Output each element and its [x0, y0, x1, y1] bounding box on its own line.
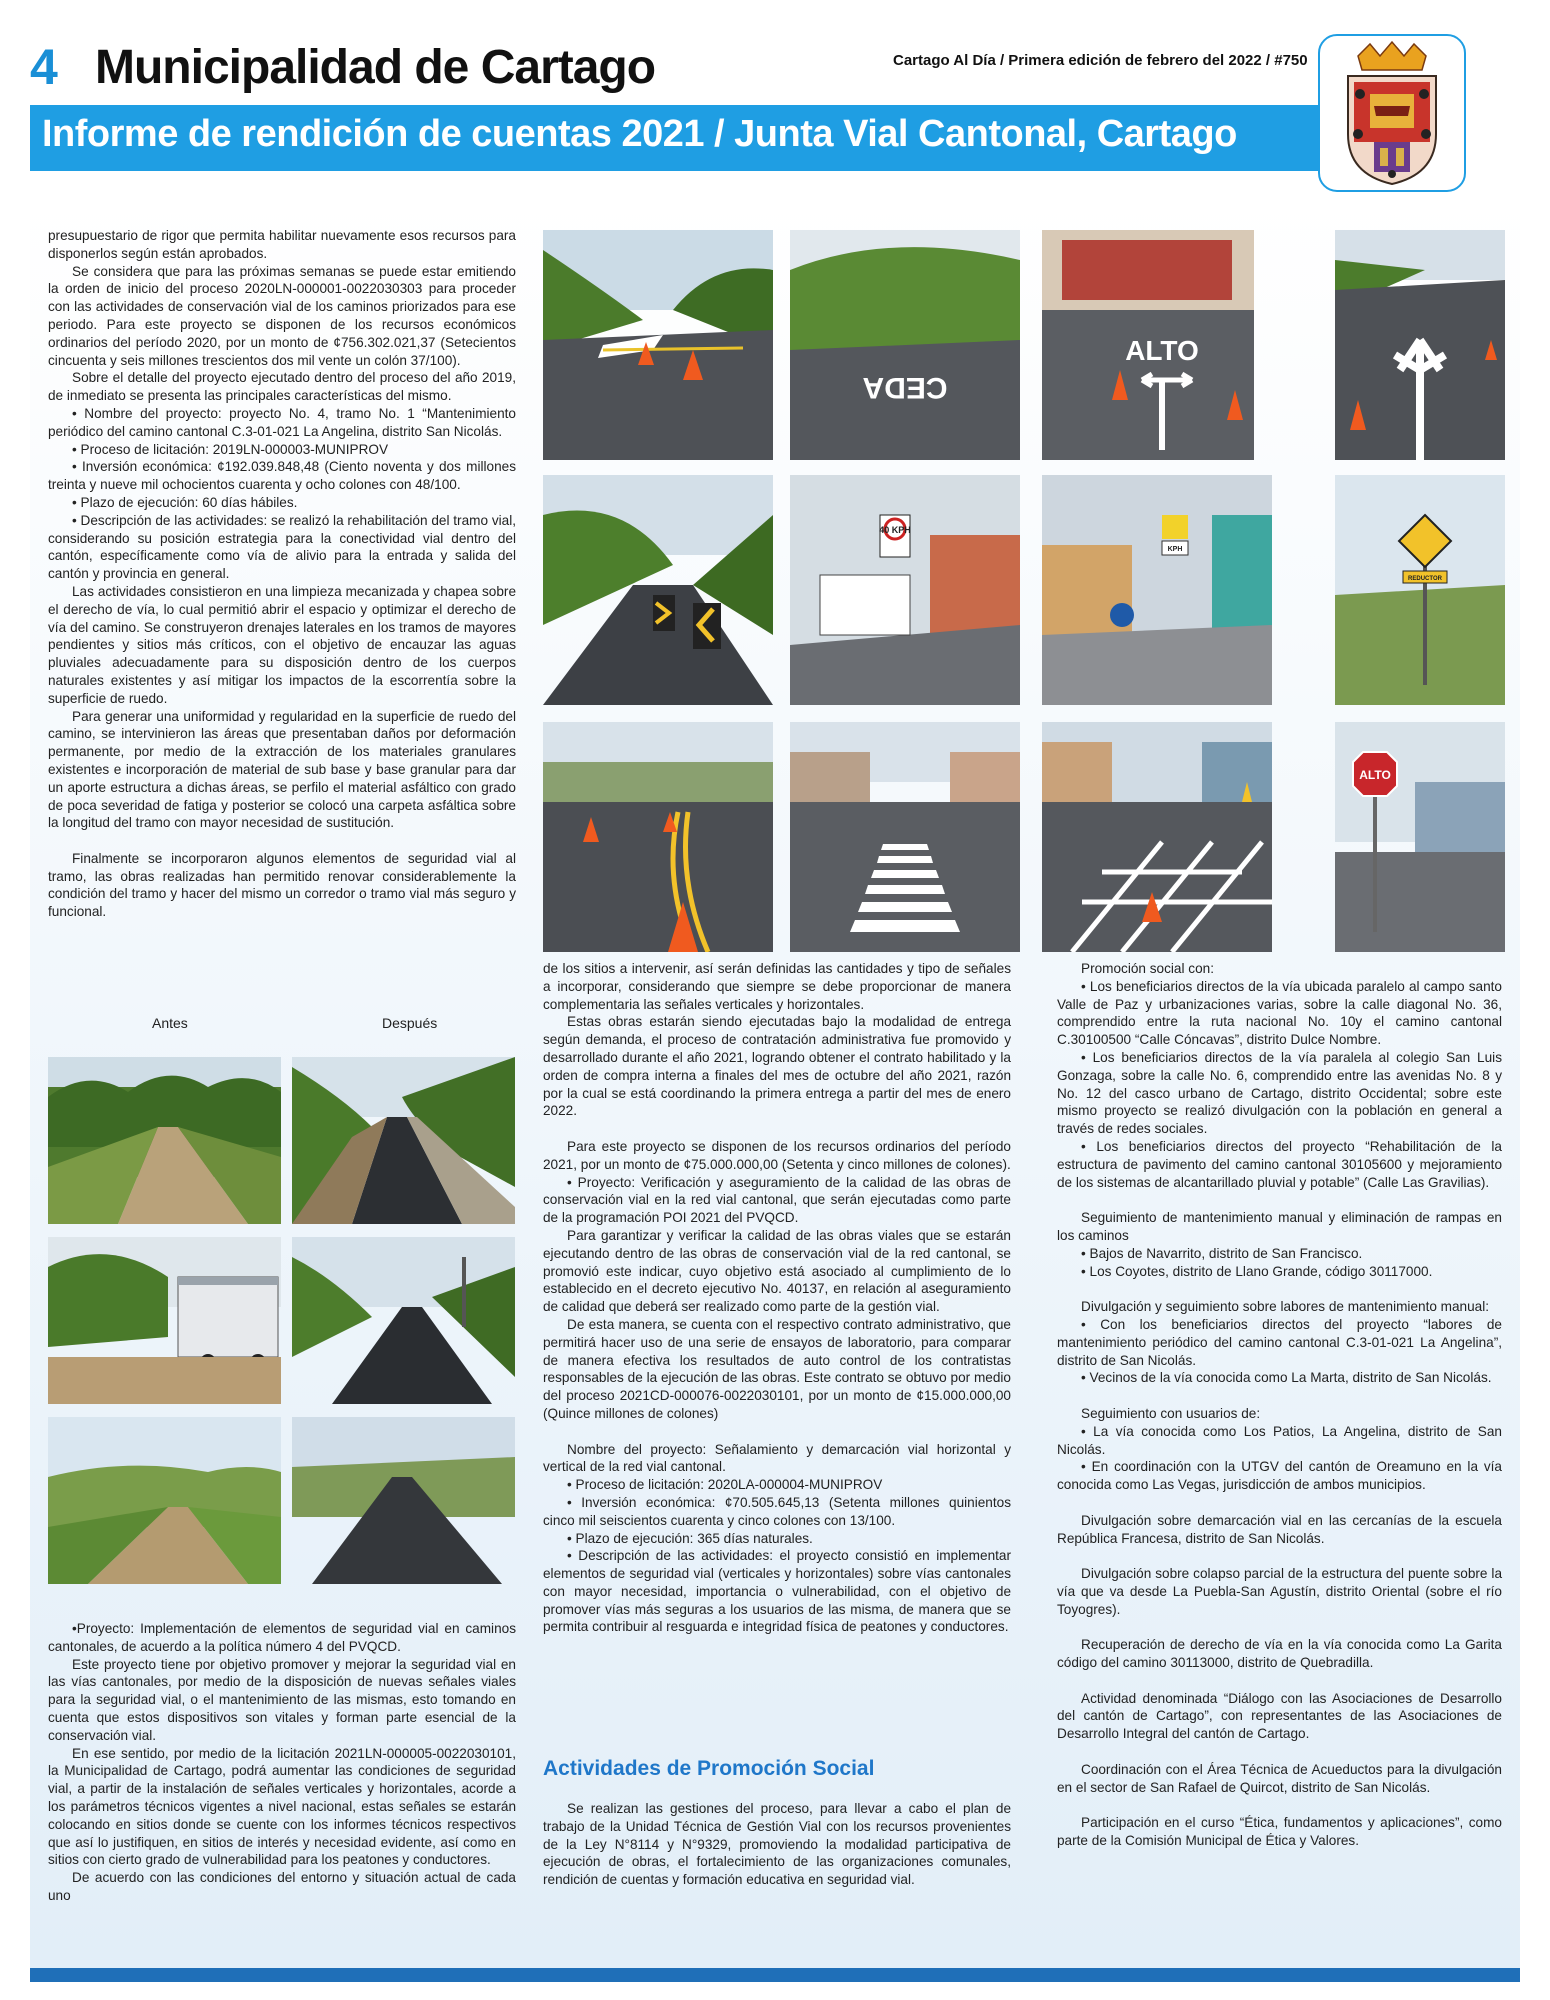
column-1-bottom-text	[48, 1620, 516, 1905]
paragraph: Nombre del proyecto: Señalamiento y demarcación vial horizontal y vertical de la red vial cantonal.	[543, 1441, 1011, 1475]
paragraph: Seguimiento con usuarios de:	[1081, 1405, 1261, 1421]
paragraph: Coordinación con el Área Técnica de Acueductos para la divulgación en el sector de San Rafael de Quircot, distrito de San Nicolás.	[1057, 1761, 1502, 1795]
bullet-item: • Los Coyotes, distrito de Llano Grande, código 30117000.	[1081, 1263, 1433, 1279]
photo-after-3	[292, 1417, 515, 1584]
bullet-item: • Plazo de ejecución: 365 días naturales.	[567, 1530, 813, 1546]
bullet-item: • Inversión económica: ¢192.039.848,48 (Ciento noventa y dos millones treinta y nueve mil ochocientos cuarenta y ocho colones con 48/100.	[48, 459, 516, 493]
paragraph: Para generar una uniformidad y regularidad en la superficie de ruedo del camino, se intervinieron las áreas que presentaban daños por deformación permanente, por medio de la extracción de los materiales granulares existentes e incorporación de material de sub base y base granular para dar un aporte estructura a dichas áreas, se perfilo el material asfáltico con grado de poca severidad de fatiga y posterior se colocó una carpeta asfáltica sobre la longitud del tramo con mayor necesidad de sustitución.	[48, 708, 516, 831]
bullet-item: • Nombre del proyecto: proyecto No. 4, tramo No. 1 “Mantenimiento periódico del camino cantonal C.3-01-021 La Angelina, distrito San Nicolás.	[48, 405, 516, 439]
bullet-item: • Descripción de las actividades: se realizó la rehabilitación del tramo vial, considerando su posición estrategia para la conectividad vial dentro del cantón, específicamente como vía de alivio para la entrada y salida del cantón y provincia en general.	[48, 512, 516, 582]
paragraph: Se realizan las gestiones del proceso, para llevar a cabo el plan de trabajo de la Unidad Técnica de Gestión Vial con los recursos provenientes de la Ley N°8114 y N°9329, promoviendo la modalidad participativa de ejecución de obras, el fortalecimiento de las organizaciones comunales, rendición de cuentas y formación educativa en seguridad vial.	[543, 1801, 1011, 1888]
page-number: 4	[30, 39, 58, 95]
bullet-item: • Vecinos de la vía conocida como La Marta, distrito de San Nicolás.	[1081, 1370, 1492, 1386]
bullet-item: • Los beneficiarios directos de la vía paralela al colegio San Luis Gonzaga, sobre la calle No. 6, comprendido entre las avenidas No. 8 y No. 12 del casco urbano de Cartago, distrito Occidental; sobre este mismo proyecto se realizó divulgación con la población en general a través de redes sociales.	[1057, 1049, 1502, 1137]
paragraph: Divulgación y seguimiento sobre labores de mantenimiento manual:	[1081, 1299, 1490, 1315]
page-title: Municipalidad de Cartago	[95, 41, 656, 94]
photo-grid-4	[1335, 230, 1505, 460]
column-1-text	[48, 227, 516, 921]
paragraph: Sobre el detalle del proyecto ejecutado dentro del proceso del año 2019, de inmediato se presenta las principales características del mismo.	[48, 370, 516, 404]
paragraph: Finalmente se incorporaron algunos elementos de seguridad vial al tramo, las obras realizadas han permitido renovar considerablemente la condición del tramo y hacer del mismo un corredor o tramo vial más seguro y funcional.	[48, 850, 516, 920]
paragraph: En ese sentido, por medio de la licitación 2021LN-000005-0022030101, la Municipalidad de Cartago, podrá aumentar las condiciones de seguridad vial, a partir de la instalación de señales verticales y horizontales, acorde a los parámetros técnicos vigentes a nivel nacional, estas señales se estarán colocando en sitios donde se cuente con los informes técnicos respectivos que así lo justifiquen, en sitios de interés y necesidad evidente, así como en sitios con cierto grado de vulnerabilidad para los peatones y conductores.	[48, 1745, 516, 1868]
bullet-item: • La vía conocida como Los Patios, La Angelina, distrito de San Nicolás.	[1057, 1423, 1502, 1457]
paragraph: Para este proyecto se disponen de los recursos ordinarios del período 2021, por un monto de ¢75.000.000,00 (Setenta y cinco millones de colones).	[543, 1138, 1011, 1172]
paragraph: Divulgación sobre colapso parcial de la estructura del puente sobre la vía que va desde La Puebla-San Agustín, distrito Oriental (sobre el río Toyogres).	[1057, 1566, 1502, 1617]
after-label: Después	[382, 1015, 438, 1031]
photo-grid-6	[790, 475, 1020, 705]
cartago-crest-logo	[1318, 34, 1466, 192]
bullet-item: • Los beneficiarios directos de la vía ubicada paralelo al campo santo Valle de Paz y urbanizaciones varias, sobre la calle diagonal No. 36, comprendido entre la ruta nacional No. 10y el camino cantonal C.30100500 “Calle Cóncavas”, distrito Dulce Nombre.	[1057, 978, 1502, 1048]
paragraph: •Proyecto: Implementación de elementos de seguridad vial en caminos cantonales, de acuerdo a la política número 4 del PVQCD.	[48, 1621, 516, 1654]
paragraph: Este proyecto tiene por objetivo promover y mejorar la seguridad vial en las vías cantonales, por medio de la disposición de nuevas señales viales para la seguridad vial, o el mantenimiento de las mismas, esto tomando en cuenta que estos dispositivos son vitales y forman parte esencial de la conservación vial.	[48, 1656, 516, 1743]
bullet-item: • Descripción de las actividades: el proyecto consistió en implementar elementos de seguridad vial (verticales y horizontales) sobre vías cantonales con mayor necesidad, importancia o vulnerabilidad, con el objetivo de promover vías más seguras a los usuarios de las misma, de manera que se permita contribuir al resguarda e integridad física de peatones y conductores.	[543, 1548, 1011, 1635]
photo-after-1	[292, 1057, 515, 1224]
paragraph: Las actividades consistieron en una limpieza mecanizada y chapea sobre el derecho de vía, lo cual permitió abrir el espacio y optimizar el derecho de vía del camino. Se construyeron drenajes laterales en los tramos de mayores pendientes y sitios más críticos, con el objetivo de encauzar las aguas pluviales adecuadamente para su disposición dentro de los cuerpos naturales existentes y así mitigar los impactos de la escorrentía sobre la superficie de ruedo.	[48, 583, 516, 706]
reductor-sign-text: REDUCTOR	[1408, 576, 1442, 582]
paragraph: Para garantizar y verificar la calidad de las obras viales que se estarán ejecutando dentro de las obras de conservación vial de la red cantonal, se promovió este indicar, cuyo objetivo está asociado al cumplimiento de lo establecido en el decreto ejecutivo No. 40137, en relación al aseguramiento de calidad que deberá ser realizado como parte de la gestión vial.	[543, 1227, 1011, 1315]
paragraph: Estas obras estarán siendo ejecutadas bajo la modalidad de entrega según demanda, el proceso de contratación administrativa fue promovido y desarrollado durante el año 2021, logrando obtener el contrato habilitado y la orden de compra interna a finales del mes de octubre del año 2021, razón por la cual se está coordinando la primera entrega a partir del mes de enero 2022.	[543, 1014, 1011, 1119]
alto-marking: ALTO	[1125, 335, 1199, 366]
section-title: Informe de rendición de cuentas 2021 / Junta Vial Cantonal, Cartago	[42, 113, 1237, 155]
photo-grid-1	[543, 230, 773, 460]
paragraph: Se considera que para las próximas semanas se puede estar emitiendo la orden de inicio del proceso 2020LN-000001-0022030303 para proceder con las actividades de conservación vial de los caminos priorizados para ese periodo. Para este proyecto se disponen de los recursos económicos ordinarios del período 2020, por un monto de ¢756.302.021,37 (Setecientos cincuenta y seis millones trescientos dos mil vente un colón 37/100).	[48, 263, 516, 368]
paragraph: De acuerdo con las condiciones del entorno y situación actual de cada uno	[48, 1870, 516, 1903]
photo-grid-2	[790, 230, 1020, 460]
bullet-item: • Proyecto: Verificación y aseguramiento de la calidad de las obras de conservación vial en la red vial cantonal, que serán ejecutadas como parte de la programación POI 2021 del PVQCD.	[543, 1174, 1011, 1226]
paragraph: Participación en el curso “Ética, fundamentos y aplicaciones”, como parte de la Comisión Municipal de Ética y Valores.	[1057, 1815, 1502, 1849]
photo-after-2	[292, 1237, 515, 1404]
footer-bar	[30, 1968, 1520, 1982]
paragraph: Seguimiento de mantenimiento manual y eliminación de rampas en los caminos	[1057, 1210, 1502, 1243]
paragraph: De esta manera, se cuenta con el respectivo contrato administrativo, que permitirá hacer uso de una serie de ensayos de laboratorio, para comparar de manera efectiva los resultados de auto control de los contratistas responsables de la ejecución de las obras. Este contrato se obtuvo por medio del proceso 2021CD-000076-0022030101, por un monto de ¢15.000.000,00 (Quince millones de colones)	[543, 1316, 1011, 1421]
photo-grid-11	[1042, 722, 1272, 952]
bullet-item: • Los beneficiarios directos del proyecto “Rehabilitación de la estructura de pavimento del camino cantonal 30105600 y mejoramiento de los sistemas de alcantarillado pluvial y potable” (Calle Las Gravilias).	[1057, 1138, 1502, 1190]
edition-line: Cartago Al Día / Primera edición de febrero del 2022 / #750	[893, 52, 1308, 69]
alto-sign-text: ALTO	[1359, 768, 1391, 782]
photo-grid-12	[1335, 722, 1505, 952]
bullet-item: • En coordinación con la UTGV del cantón de Oreamuno en la vía conocida como Las Vegas, jurisdicción de ambos municipios.	[1057, 1459, 1502, 1493]
paragraph: Actividad denominada “Diálogo con las Asociaciones de Desarrollo del cantón de Cartago”, con representantes de las Asociaciones de Desarrollo Integral del cantón de Cartago.	[1057, 1690, 1502, 1742]
before-label: Antes	[152, 1015, 188, 1031]
photo-grid-5	[543, 475, 773, 705]
bullet-item: • Plazo de ejecución: 60 días hábiles.	[72, 494, 298, 510]
section-banner	[30, 105, 1350, 171]
photo-grid-9	[543, 722, 773, 952]
speed-sign-text: 40 KPH	[879, 525, 911, 535]
column-2-text	[543, 960, 1011, 1636]
bullet-item: • Inversión económica: ¢70.505.645,13 (Setenta millones quinientos cinco mil seiscientos cuarenta y cinco colones con 13/100.	[543, 1494, 1011, 1528]
photo-before-2	[48, 1237, 281, 1404]
column-3-text	[1057, 960, 1502, 1850]
photo-grid-7	[1042, 475, 1272, 705]
ceda-marking: CEDA	[862, 371, 948, 404]
bullet-item: • Proceso de licitación: 2019LN-000003-MUNIPROV	[72, 441, 389, 457]
bullet-item: • Con los beneficiarios directos del proyecto “labores de mantenimiento periódico del camino cantonal C.3-01-021 La Angelina”, distrito de San Nicolás.	[1057, 1316, 1502, 1368]
photo-grid-10	[790, 722, 1020, 952]
section-subheading: Actividades de Promoción Social	[543, 1757, 875, 1780]
bullet-item: • Proceso de licitación: 2020LA-000004-MUNIPROV	[567, 1477, 883, 1493]
photo-before-1	[48, 1057, 281, 1224]
paragraph: de los sitios a intervenir, así serán definidas las cantidades y tipo de señales a incorporar, considerando que siempre se debe proporcionar de manera complementaria las señales verticales y horizontales.	[543, 961, 1011, 1012]
photo-grid-3	[1042, 230, 1254, 460]
photo-before-3	[48, 1417, 281, 1584]
bullet-item: • Bajos de Navarrito, distrito de San Francisco.	[1081, 1245, 1363, 1261]
paragraph: presupuestario de rigor que permita habilitar nuevamente esos recursos para disponerlos según están aprobados.	[48, 228, 516, 261]
column-2-bottom-text	[543, 1800, 1011, 1889]
kph-sign-text: KPH	[1167, 546, 1183, 553]
photo-grid-8	[1335, 475, 1505, 705]
paragraph: Divulgación sobre demarcación vial en las cercanías de la escuela República Francesa, distrito de San Nicolás.	[1057, 1512, 1502, 1546]
crest-icon	[1318, 34, 1466, 192]
paragraph: Promoción social con:	[1081, 961, 1214, 976]
paragraph: Recuperación de derecho de vía en la vía conocida como La Garita código del camino 30113000, distrito de Quebradilla.	[1057, 1637, 1502, 1671]
